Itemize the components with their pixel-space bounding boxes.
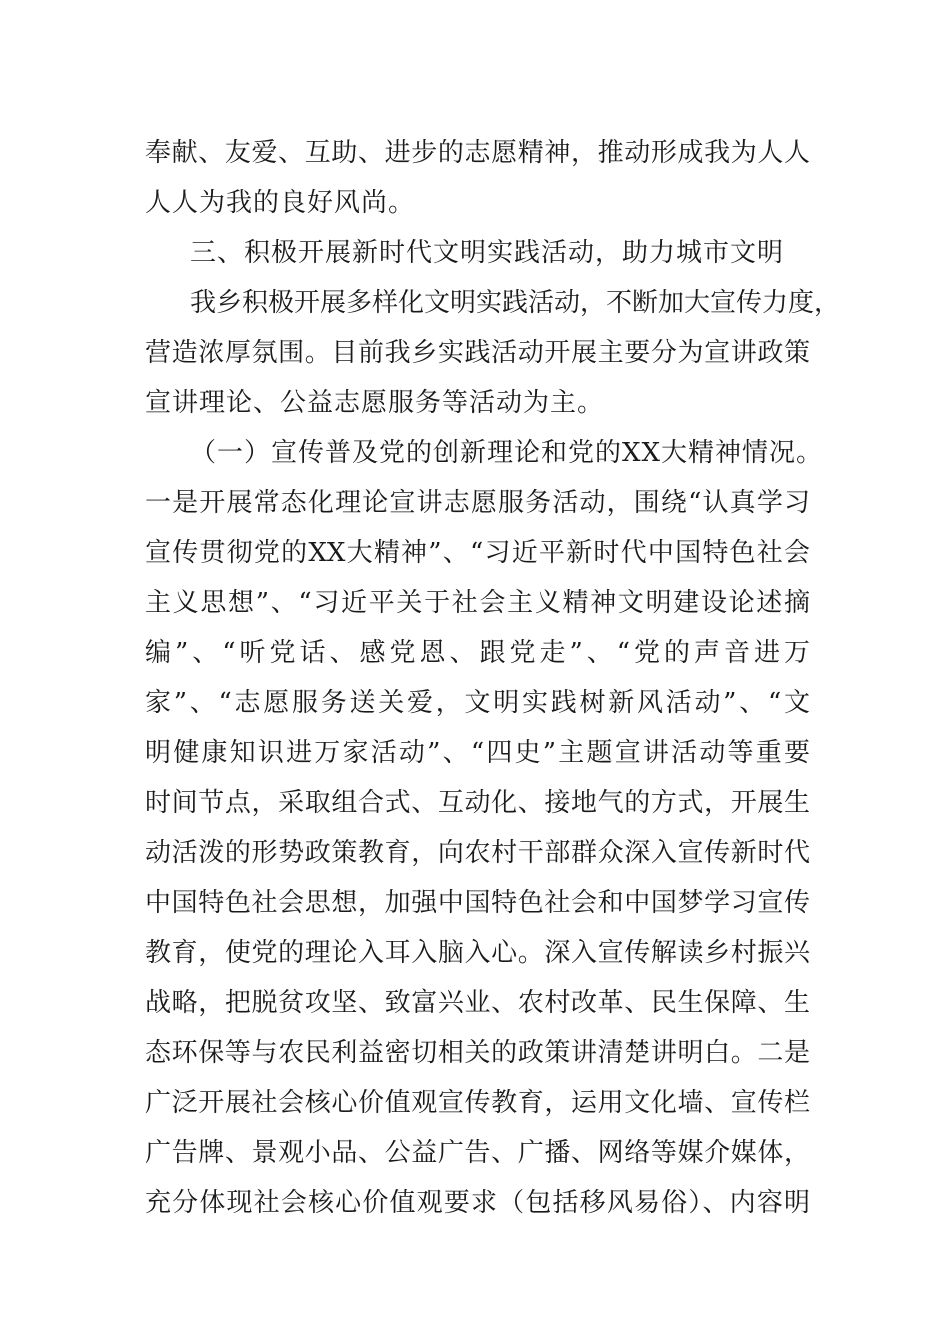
text-line: 广泛开展社会核心价值观宣传教育，运用文化墙、宣传栏: [145, 1088, 810, 1118]
text-line: 态环保等与农民利益密切相关的政策讲清楚讲明白。二是: [145, 1038, 810, 1068]
subsection-heading: （一）宣传普及党的创新理论和党的XX大精神情况。: [190, 438, 824, 468]
text-line: 主义思想”、“习近平关于社会主义精神文明建设论述摘: [145, 588, 810, 618]
text-line: 宣讲理论、公益志愿服务等活动为主。: [145, 388, 605, 418]
text-line: 充分体现社会核心价值观要求（包括移风易俗）、内容明: [145, 1188, 810, 1218]
text-line: 教育，使党的理论入耳入脑入心。深入宣传解读乡村振兴: [145, 938, 810, 968]
text-line: 中国特色社会思想，加强中国特色社会和中国梦学习宣传: [145, 888, 810, 918]
text-line: 宣传贯彻党的XX大精神”、“习近平新时代中国特色社会: [145, 538, 810, 568]
document-body: [145, 128, 841, 1228]
text-line: 一是开展常态化理论宣讲志愿服务活动，围绕“认真学习: [145, 488, 810, 518]
text-line: 编”、“听党话、感党恩、跟党走”、“党的声音进万: [145, 638, 810, 668]
text-line: 营造浓厚氛围。目前我乡实践活动开展主要分为宣讲政策: [145, 338, 810, 368]
text-line: 明健康知识进万家活动”、“四史”主题宣讲活动等重要: [145, 738, 810, 768]
text-line: 奉献、友爱、互助、进步的志愿精神，推动形成我为人人: [145, 138, 810, 168]
text-line: 人人为我的良好风尚。: [145, 188, 416, 218]
text-line: 动活泼的形势政策教育，向农村干部群众深入宣传新时代: [145, 838, 810, 868]
text-line: 我乡积极开展多样化文明实践活动，不断加大宣传力度，: [190, 288, 841, 318]
text-line: 战略，把脱贫攻坚、致富兴业、农村改革、民生保障、生: [145, 988, 810, 1018]
text-line: 广告牌、景观小品、公益广告、广播、网络等媒介媒体，: [145, 1138, 810, 1168]
section-heading: 三、积极开展新时代文明实践活动，助力城市文明: [190, 238, 785, 268]
text-line: 家”、“志愿服务送关爱，文明实践树新风活动”、“文: [145, 688, 810, 718]
text-line: 时间节点，采取组合式、互动化、接地气的方式，开展生: [145, 788, 810, 818]
